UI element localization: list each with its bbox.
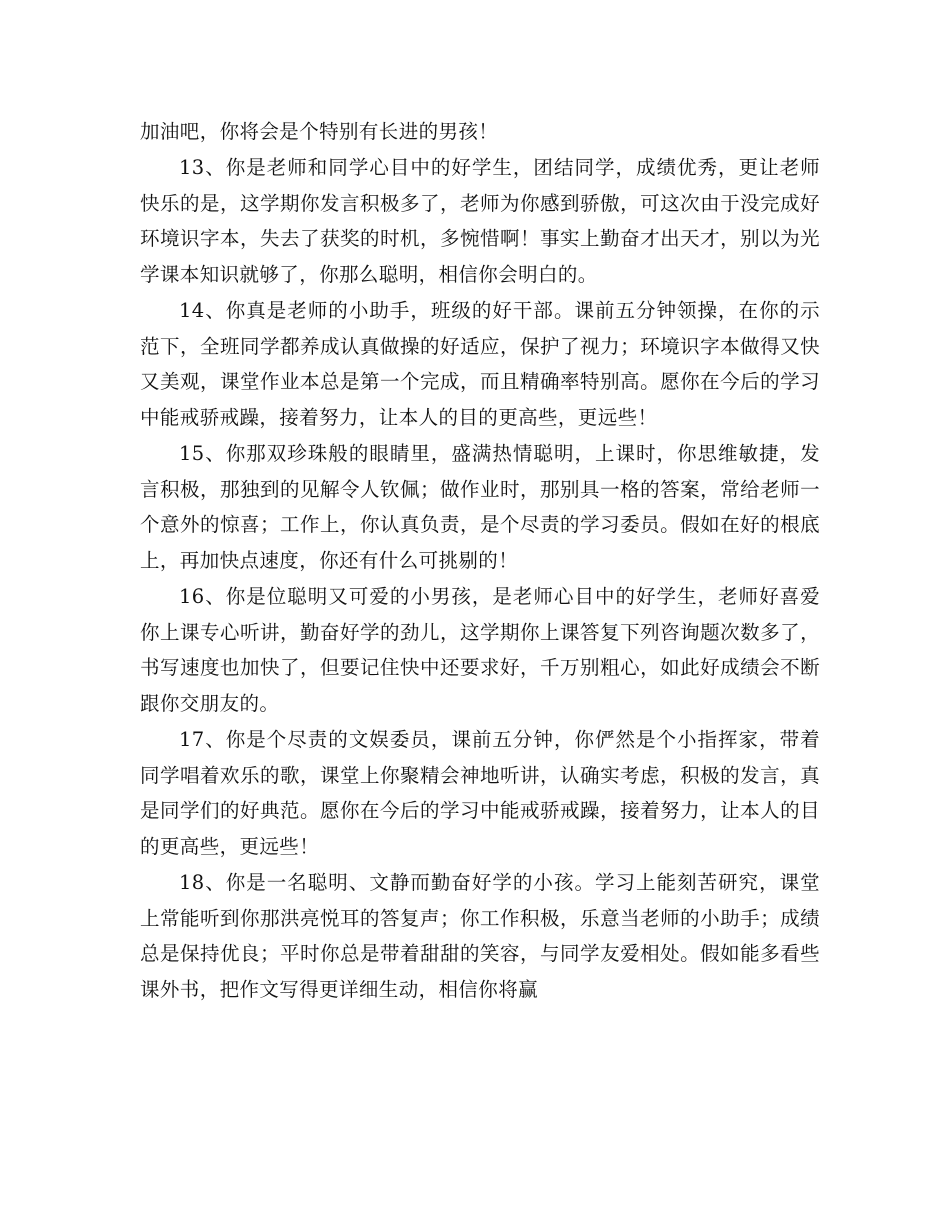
paragraph-15: 15、你那双珍珠般的眼睛里，盛满热情聪明，上课时，你思维敏捷，发言积极，那独到的见解令人钦佩；做作业时，那别具一格的答案，常给老师一个意外的惊喜；工作上，你认真负责，是个尽责的学习委员。假如在好的根底上，再加快点速度，你还有什么可挑剔的！ xyxy=(140,441,820,572)
paragraph-17: 17、你是个尽责的文娱委员，课前五分钟，你俨然是个小指挥家，带着同学唱着欢乐的歌，课堂上你聚精会神地听讲，认确实考虑，积极的发言，真是同学们的好典范。愿你在今后的学习中能戒骄戒躁，接着努力，让本人的目的更高些，更远些！ xyxy=(140,727,820,858)
paragraph-16: 16、你是位聪明又可爱的小男孩，是老师心目中的好学生，老师好喜爱你上课专心听讲，勤奋好学的劲儿，这学期你上课答复下列咨询题次数多了，书写速度也加快了，但要记住快中还要求好，千万别粗心，如此好成绩会不断跟你交朋友的。 xyxy=(140,584,820,715)
paragraph-14: 14、你真是老师的小助手，班级的好干部。课前五分钟领操，在你的示范下，全班同学都养成认真做操的好适应，保护了视力；环境识字本做得又快又美观，课堂作业本总是第一个完成，而且精确率特别高。愿你在今后的学习中能戒骄戒躁，接着努力，让本人的目的更高些，更远些！ xyxy=(140,298,820,429)
paragraph-13: 13、你是老师和同学心目中的好学生，团结同学，成绩优秀，更让老师快乐的是，这学期你发言积极多了，老师为你感到骄傲，可这次由于没完成好环境识字本，失去了获奖的时机，多惋惜啊！事实上勤奋才出天才，别以为光学课本知识就够了，你那么聪明，相信你会明白的。 xyxy=(140,155,820,286)
document-body xyxy=(140,114,820,1008)
paragraph-18: 18、你是一名聪明、文静而勤奋好学的小孩。学习上能刻苦研究，课堂上常能听到你那洪亮悦耳的答复声；你工作积极，乐意当老师的小助手；成绩总是保持优良；平时你总是带着甜甜的笑容，与同学友爱相处。假如能多看些课外书，把作文写得更详细生动，相信你将赢 xyxy=(140,870,820,1001)
paragraph-continuation: 加油吧，你将会是个特别有长进的男孩！ xyxy=(140,120,499,143)
